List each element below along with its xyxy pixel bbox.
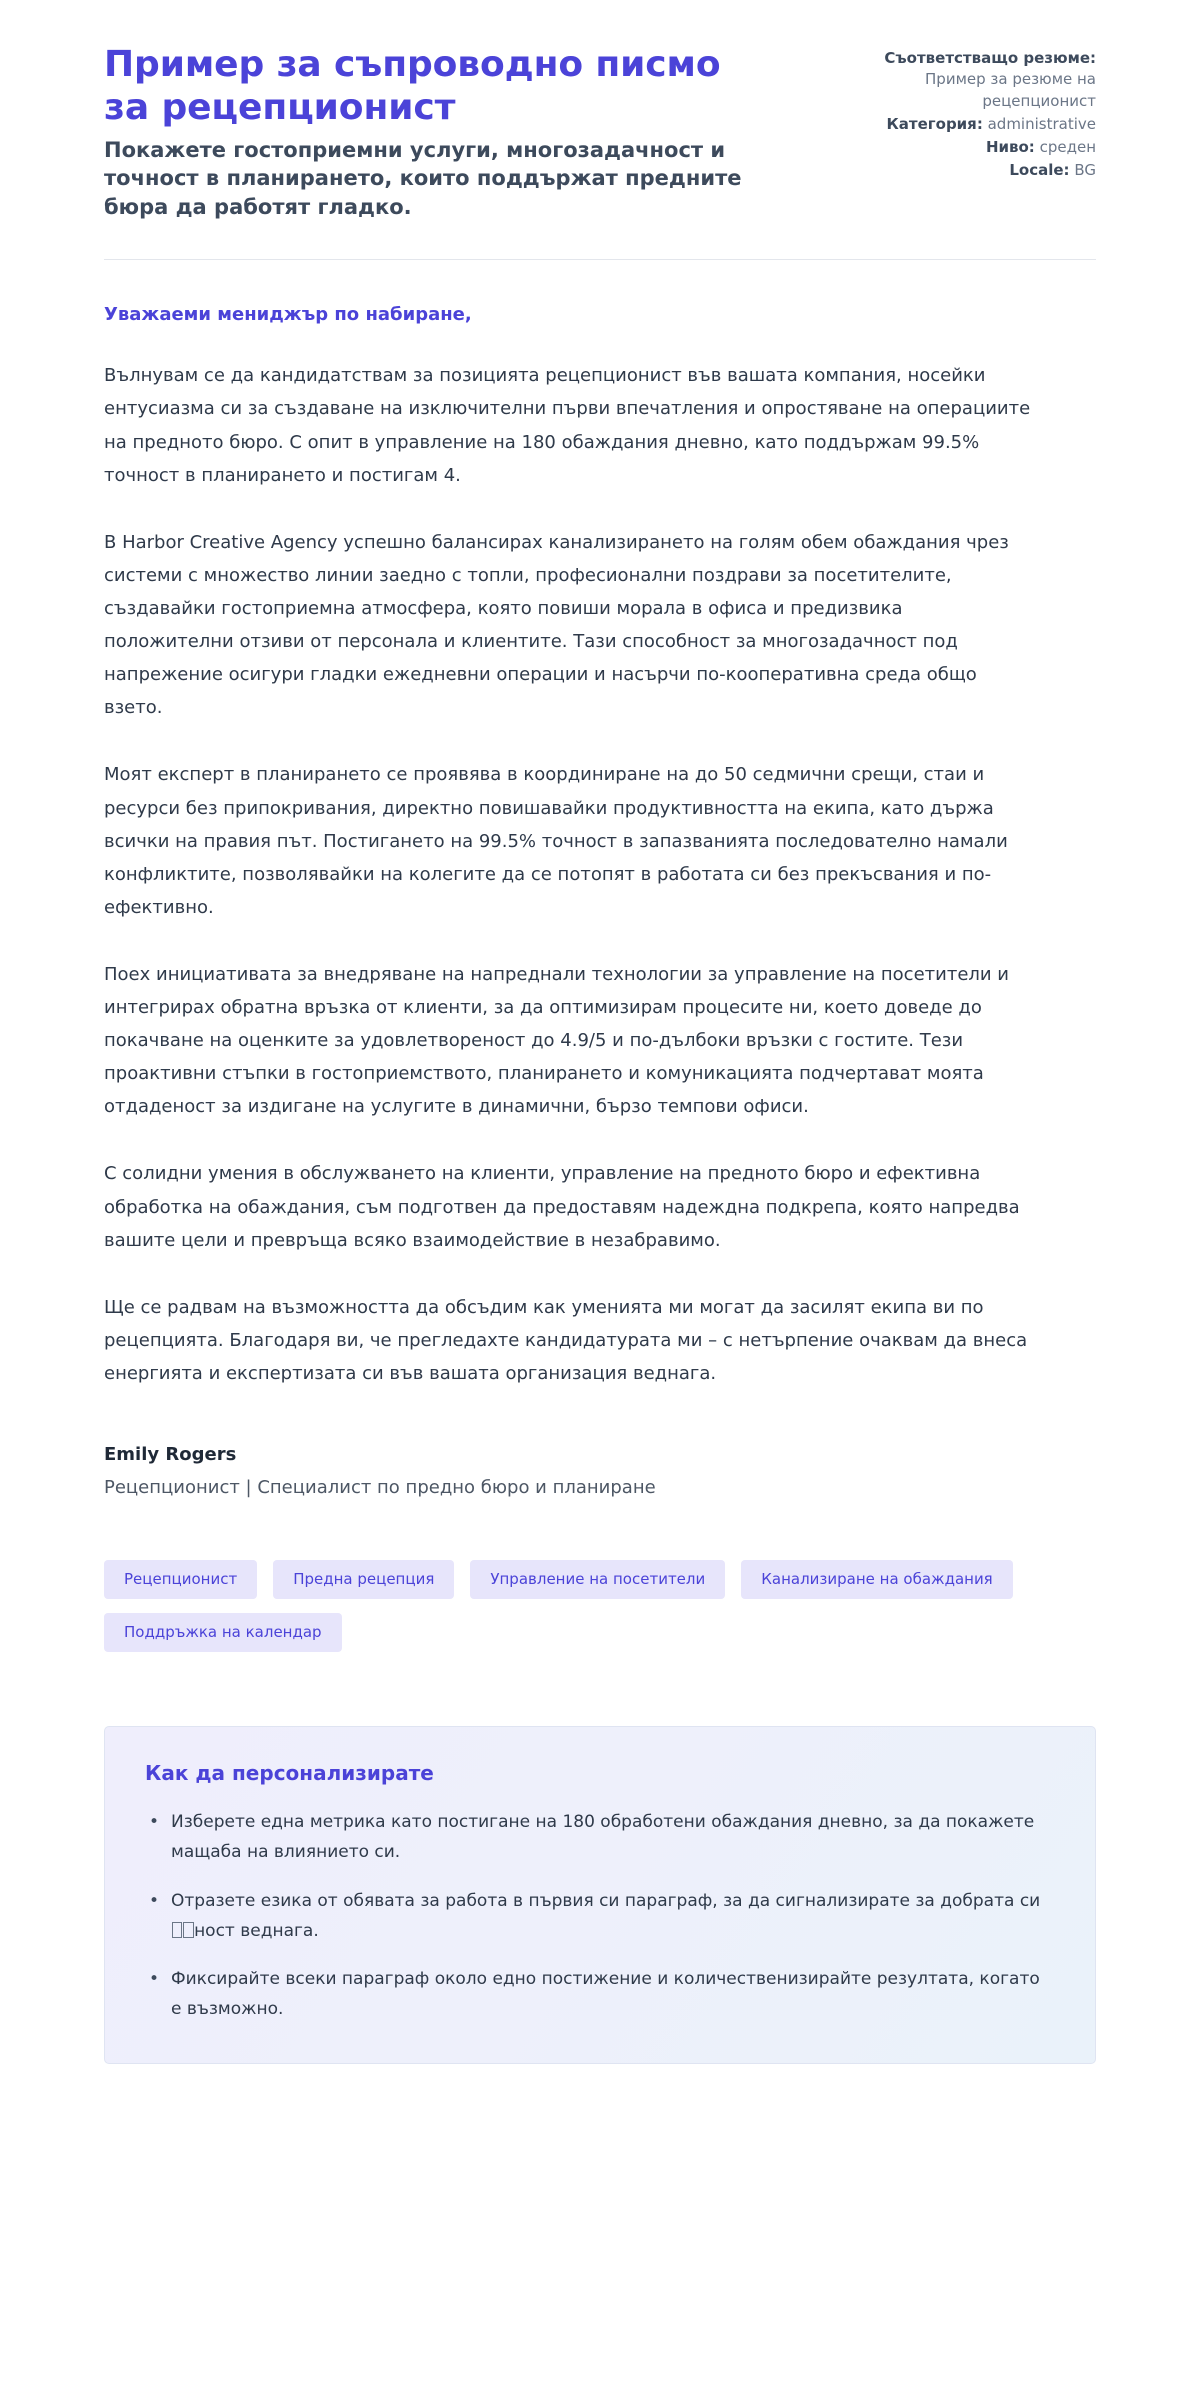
meta-label-matching-resume: Съответстващо резюме:: [884, 49, 1096, 67]
missing-glyph-icon: [183, 1922, 194, 1938]
meta-label-level: Ниво:: [985, 138, 1035, 157]
meta-label-category: Категория:: [886, 114, 983, 133]
tag-chip[interactable]: Канализиране на обаждания: [741, 1560, 1012, 1599]
bullet-icon: •: [149, 1890, 160, 1911]
meta-row-level: [881, 137, 1096, 158]
signature-role: Рецепционист | Специалист по предно бюро и планиране: [104, 1477, 656, 1499]
letter-salutation: Уважаеми мениджър по набиране,: [104, 304, 472, 326]
tag-chip[interactable]: Поддръжка на календар: [104, 1613, 342, 1652]
page-title: Пример за съпроводно писмо за рецепционист: [104, 44, 721, 128]
meta-row-matching-resume: [881, 48, 1096, 112]
tag-chip[interactable]: Предна рецепция: [273, 1560, 454, 1599]
meta-value-level: среден: [1039, 138, 1096, 157]
header-divider: [104, 259, 1096, 260]
letter-paragraph: В Harbor Creative Agency успешно балансирах канализирането на голям обем обаждания чрез системи с множество линии заедно с топли, професионални поздрави за посетителите, създавайки гостоприемна атмосфера, която повиши морала в офиса и предизвика положителни отзиви от персонала и клиентите. Тази способност за многозадачност под напрежение осигури гладки ежедневни операции и насърчи по-кооперативна среда общо взето.: [104, 531, 1009, 719]
letter-body: [104, 304, 1096, 1390]
signature-name: Emily Rogers: [104, 1444, 237, 1466]
callout-tip-list: [145, 1807, 1055, 2025]
letter-paragraph: Поех инициативата за внедряване на напреднали технологии за управление на посетители и интегрирах обратна връзка от клиенти, за да оптимизирам процесите ни, което доведе до покачване на оценките за удовлетвореност до 4.9/5 и по-дълбоки връзки с гостите. Тези проактивни стъпки в гостоприемството, планирането и комуникацията подчертават моята отдаденост за издигане на услугите в динамични, бързо темпови офиси.: [104, 963, 1010, 1118]
callout-tip-text: Фиксирайте всеки параграф около едно постижение и количественизирайте резултата, когато е възможно.: [171, 1969, 1040, 2020]
personalization-callout: [104, 1726, 1096, 2064]
document-metadata: [881, 44, 1096, 184]
callout-tip-item: [145, 1807, 1051, 1868]
tag-list: [104, 1560, 1064, 1652]
callout-title: Как да персонализирате: [145, 1761, 434, 1786]
callout-tip-item: [145, 1886, 1051, 1947]
meta-value-locale: BG: [1074, 161, 1096, 180]
meta-row-category: [881, 114, 1096, 135]
page-subtitle: Покажете гостоприемни услуги, многозадачност и точност в планирането, които поддържат предните бюра да работят гладко.: [104, 137, 742, 219]
letter-paragraph: С солидни умения в обслужването на клиенти, управление на предното бюро и ефективна обработка на обаждания, съм подготвен да предоставям надеждна подкрепа, която напредва вашите цели и превръща всяко взаимодействие в незабравимо.: [104, 1163, 1020, 1251]
tag-chip[interactable]: Управление на посетители: [470, 1560, 725, 1599]
bullet-icon: •: [149, 1812, 160, 1833]
letter-paragraph: Вълнувам се да кандидатствам за позицията рецепционист във вашата компания, носейки ентусиазма си за създаване на изключителни първи впечатления и опростяване на операциите на предното бюро. С опит в управление на 180 обаждания дневно, като поддържам 99.5% точност в планирането и постигам 4.: [104, 365, 1031, 486]
meta-value-matching-resume: Пример за резюме на рецепционист: [925, 70, 1096, 110]
header-title-block: [104, 44, 804, 221]
bullet-icon: •: [149, 1969, 160, 1990]
callout-tip-text: Изберете една метрика като постигане на 180 обработени обаждания дневно, за да покажете мащаба на влиянието си.: [171, 1812, 1035, 1863]
callout-tip-text-continued: ност веднага.: [194, 1920, 319, 1941]
signature-block: [104, 1444, 1096, 1498]
tag-chip[interactable]: Рецепционист: [104, 1560, 257, 1599]
callout-tip-text: Отразете езика от обявата за работа в първия си параграф, за да сигнализирате за добрата си: [171, 1890, 1041, 1911]
callout-tip-item: [145, 1964, 1051, 2025]
letter-paragraph: Ще се радвам на възможността да обсъдим как уменията ми могат да засилят екипа ви по рецепцията. Благодаря ви, че прегледахте кандидатурата ми – с нетърпение очаквам да внеса енергията и експертизата си във вашата организация веднага.: [104, 1296, 1028, 1385]
meta-label-locale: Locale:: [1009, 161, 1070, 180]
meta-value-category: administrative: [987, 114, 1096, 133]
meta-row-locale: [881, 160, 1096, 181]
missing-glyph-icon: [172, 1922, 183, 1938]
page-header: [104, 44, 1096, 221]
letter-paragraph: Моят експерт в планирането се проявява в координиране на до 50 седмични срещи, стаи и ресурси без припокривания, директно повишавайки продуктивността на екипа, като държа всички на правия път. Постигането на 99.5% точност в запазванията последователно намали конфликтите, позволявайки на колегите да се потопят в работата си без прекъсвания и по-ефективно.: [104, 764, 1008, 918]
